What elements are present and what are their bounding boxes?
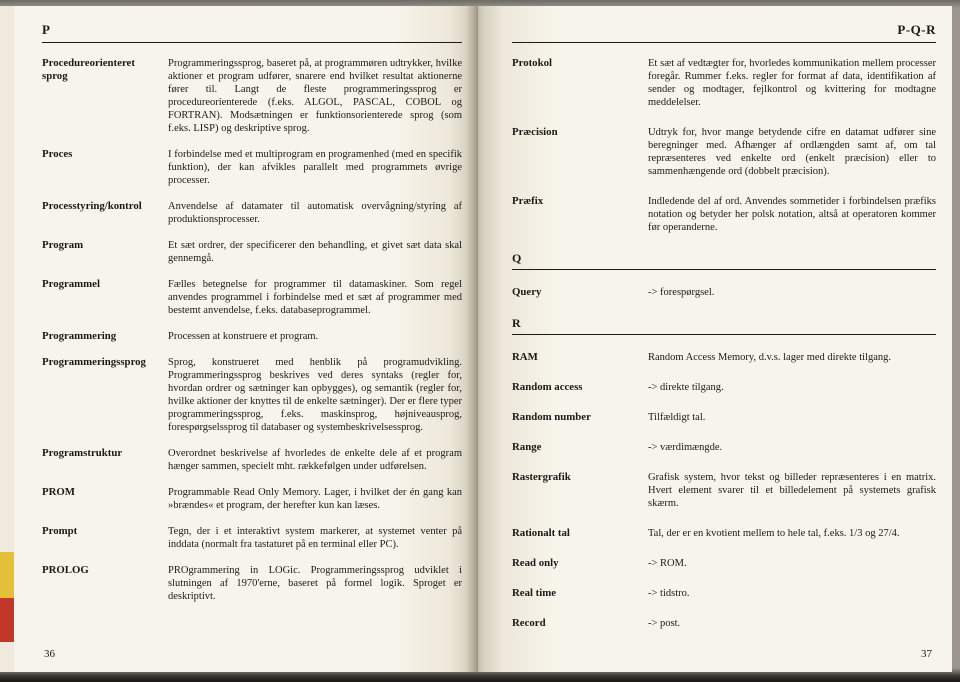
entry-definition: PROgrammering in LOGic. Programmeringssprog udviklet i slutningen af 1970'erne, baseret på formel logik. Sproget er deskriptivt. [168,565,462,602]
glossary-entries-right [512,57,936,630]
entry-term: PROLOG [42,564,89,576]
entry-term: Processtyring/kontrol [42,200,142,212]
entry-term: Read only [512,557,559,569]
entry-definition: -> ROM. [648,558,687,569]
page-header-right [512,22,936,43]
glossary-entry [42,447,462,473]
entry-term: Præcision [512,126,558,138]
glossary-entry [512,126,936,178]
glossary-entry [42,525,462,551]
entry-definition: -> værdimængde. [648,442,723,453]
glossary-entry [42,564,462,603]
page-edge-stack [0,6,14,552]
tab-red [0,598,14,642]
glossary-entry [42,239,462,265]
entry-definition: Indledende del af ord. Anvendes sommetider i forbindelsen præfiks notation og betyder her polsk notation, altså at operatoren kommer før operanderne. [648,196,936,233]
entry-term: Programmering [42,330,117,342]
entry-definition: -> direkte tilgang. [648,382,724,393]
entry-definition: Tegn, der i et interaktivt system markerer, at systemet venter på inddata (normalt fra tastaturet på en terminal eller PC). [168,526,462,550]
glossary-entry [512,351,936,364]
glossary-entry [512,57,936,109]
page-header-letter-right: P-Q-R [897,22,936,37]
entry-term: Programmeringssprog [42,356,146,368]
page-header-left [42,22,462,43]
entry-definition: -> post. [648,618,681,629]
glossary-entry [512,527,936,540]
entry-term: RAM [512,351,538,363]
entry-definition: -> forespørgsel. [648,287,715,298]
entry-term: Random access [512,381,583,393]
entry-term: PROM [42,486,75,498]
entry-term: Proces [42,148,73,160]
tab-yellow [0,552,14,598]
entry-term: Random number [512,411,591,423]
glossary-entry [512,411,936,424]
entry-term: Programmel [42,278,100,290]
entry-term: Range [512,441,542,453]
glossary-entry [42,278,462,317]
entry-term: Real time [512,587,557,599]
entry-definition: Anvendelse af datamater til automatisk overvågning/styring af produktionsprocesser. [168,201,462,225]
entry-definition: Overordnet beskrivelse af hvorledes de enkelte dele af et program hænger sammen, specielt mht. rækkefølgen under udførelsen. [168,448,462,472]
entry-definition: Et sæt af vedtægter for, hvorledes kommunikation mellem processer foregår. Rummer f.eks. regler for format af data, identifikation af sender og modtager, fejlkontrol og kvittering for modtagne meddelelser. [648,58,936,108]
page-right [478,6,952,672]
section-heading-r: R [512,316,936,335]
entry-term: Record [512,617,546,629]
entry-term: Protokol [512,57,552,69]
glossary-entry [42,330,462,343]
entry-definition: Sprog, konstrueret med henblik på programudvikling. Programmeringssprog beskrives ved deres syntaks (regler for, hvordan ordrer og sætninger kan opbygges), og semantik (regler for, hvilke aktioner der knyttes til de enkelte sætninger). Der er flere typer programmeringssprog, f.eks. maskinsprog, højniveausprog, forespørgselssprog til databaser og systembeskrivelsessprog. [168,357,462,433]
section-heading-q: Q [512,251,936,270]
glossary-entry [512,471,936,510]
glossary-entry [512,286,936,299]
glossary-entry [42,356,462,434]
glossary-entry [512,441,936,454]
glossary-entry [512,557,936,570]
entry-term: Rastergrafik [512,471,571,483]
glossary-entry [42,200,462,226]
page-number-right: 37 [921,648,932,660]
glossary-entry [512,195,936,234]
entry-definition: Udtryk for, hvor mange betydende cifre en datamat udfører sine beregninger med. Afhænger af ordlængden samt af, om tal repræsenteres ved enkelte ord (enkelt præcision) eller to sammenhængende ord (dobbelt præcision). [648,127,936,177]
entry-term: Prompt [42,525,78,537]
glossary-entry [42,57,462,135]
glossary-entry [512,587,936,600]
entry-definition: Tilfældigt tal. [648,412,706,423]
book-spread [14,6,952,672]
entry-definition: Tal, der er en kvotient mellem to hele tal, f.eks. 1/3 og 27/4. [648,528,900,539]
glossary-entry [512,381,936,394]
entry-definition: Programmeringssprog, baseret på, at programmøren udtrykker, hvilke aktioner et program udfører, snarere end hvilket resultat aktionerne fører til. Langt de fleste programmeringssprog er procedureorienterede (f.eks. ALGOL, PASCAL, COBOL og FORTRAN). Modsætningen er funktionsorienterede sprog (som f.eks. LISP) og deskriptive sprog. [168,58,462,134]
page-number-left: 36 [44,648,55,660]
glossary-entry [512,617,936,630]
glossary-entries-left [42,57,462,603]
entry-definition: I forbindelse med et multiprogram en programenhed (med en specifik funktion), der kan afvikles parallelt med programmets øvrige processer. [168,149,462,186]
entry-term: Procedureorienteret sprog [42,57,135,82]
entry-definition: Random Access Memory, d.v.s. lager med direkte tilgang. [648,352,891,363]
entry-definition: -> tidstro. [648,588,690,599]
entry-definition: Fælles betegnelse for programmer til datamaskiner. Som regel anvendes programmel i forbindelse med et sæt af programmer med bestemt anvendelse, f.eks. databaseprogrammel. [168,279,462,316]
entry-term: Query [512,286,542,298]
entry-definition: Grafisk system, hvor tekst og billeder repræsenteres i en matrix. Hvert element svarer til et billedelement på systemets grafisk skærm. [648,472,936,509]
page-edge-stack-bottom [0,642,14,672]
entry-definition: Et sæt ordrer, der specificerer den behandling, et givet sæt data skal gennemgå. [168,240,462,264]
page-header-letter-left: P [42,22,51,37]
entry-definition: Programmable Read Only Memory. Lager, i hvilket der én gang kan »brændes« et program, der herefter kun kan læses. [168,487,462,511]
entry-definition: Processen at konstruere et program. [168,331,319,342]
entry-term: Rationalt tal [512,527,570,539]
entry-term: Programstruktur [42,447,123,459]
glossary-entry [42,486,462,512]
glossary-entry [42,148,462,187]
entry-term: Præfix [512,195,544,207]
entry-term: Program [42,239,84,251]
page-left [14,6,478,672]
